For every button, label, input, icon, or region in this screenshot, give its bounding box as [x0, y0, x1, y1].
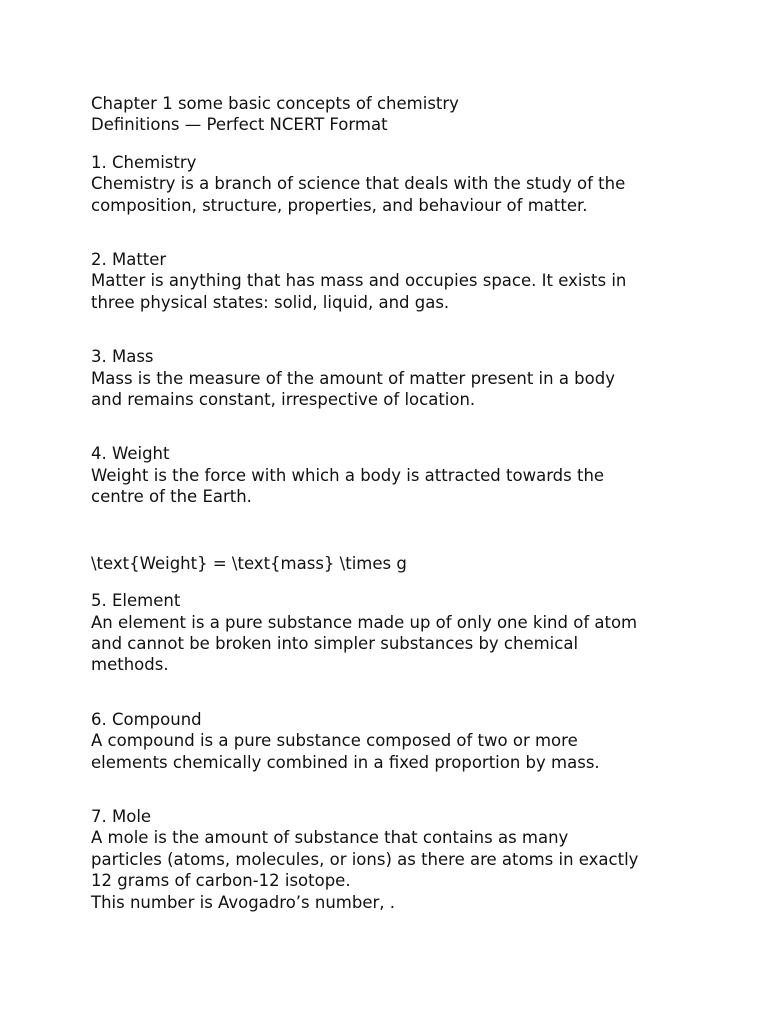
definition-line: centre of the Earth. [91, 487, 252, 507]
definition-section-chemistry [91, 152, 691, 216]
definition-line: Matter is anything that has mass and occupies space. It exists in [91, 271, 627, 291]
definition-line: and remains constant, irrespective of location. [91, 390, 476, 410]
definition-line: particles (atoms, molecules, or ions) as there are atoms in exactly [91, 849, 639, 869]
definition-line: A mole is the amount of substance that contains as many [91, 828, 569, 848]
definition-line: This number is Avogadro’s number, . [91, 892, 396, 912]
definition-line: elements chemically combined in a fixed proportion by mass. [91, 752, 600, 772]
document-title: Chapter 1 some basic concepts of chemistry [91, 94, 459, 113]
definition-section-element [91, 590, 691, 676]
definition-line: Weight is the force with which a body is attracted towards the [91, 465, 605, 485]
definition-line: An element is a pure substance made up of only one kind of atom [91, 612, 638, 632]
definition-line: composition, structure, properties, and behaviour of matter. [91, 195, 588, 215]
weight-formula: \text{Weight} = \text{mass} \times g [91, 553, 407, 573]
definition-line: methods. [91, 655, 169, 675]
section-heading: 6. Compound [91, 709, 202, 729]
definition-section-mass [91, 346, 691, 410]
section-heading: 4. Weight [91, 444, 170, 464]
section-heading: 7. Mole [91, 806, 152, 826]
section-heading: 3. Mass [91, 347, 154, 367]
document-subtitle: Definitions — Perfect NCERT Format [91, 115, 388, 135]
section-heading: 1. Chemistry [91, 152, 197, 172]
section-heading: 5. Element [91, 591, 181, 611]
definition-section-mole [91, 806, 691, 913]
section-heading: 2. Matter [91, 250, 167, 270]
definition-line: A compound is a pure substance composed of two or more [91, 731, 578, 751]
definition-section-matter [91, 249, 691, 313]
document-body [91, 93, 691, 913]
definition-line: Mass is the measure of the amount of matter present in a body [91, 368, 615, 388]
definition-section-compound [91, 709, 691, 773]
definition-section-weight [91, 443, 691, 574]
definition-line: 12 grams of carbon-12 isotope. [91, 871, 351, 891]
definition-line: three physical states: solid, liquid, and gas. [91, 292, 450, 312]
definition-line: Chemistry is a branch of science that deals with the study of the [91, 174, 626, 194]
definition-line: and cannot be broken into simpler substances by chemical [91, 633, 579, 653]
